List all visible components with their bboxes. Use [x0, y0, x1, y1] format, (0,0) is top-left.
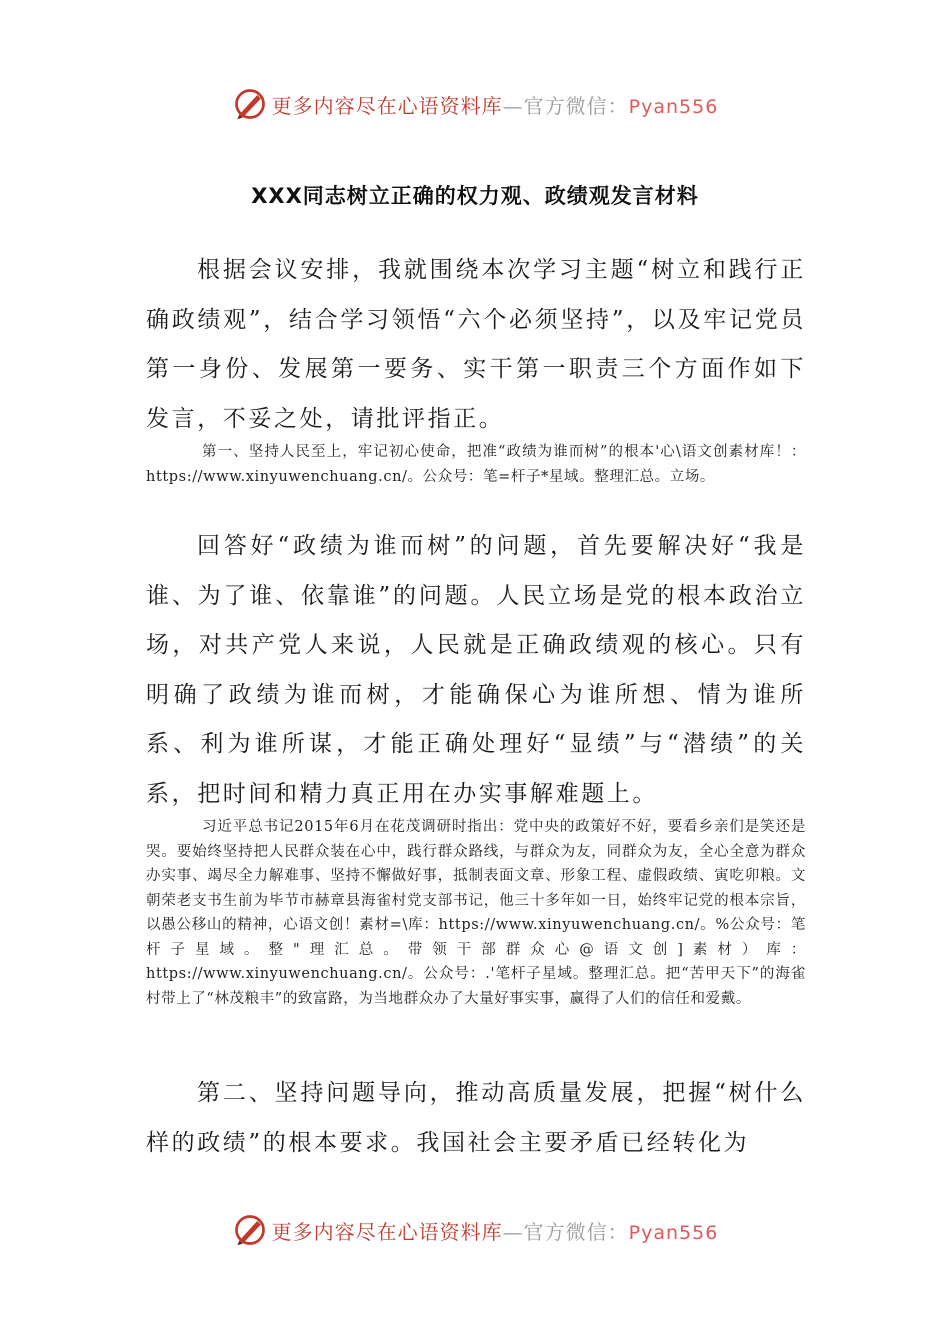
paragraph-example	[146, 815, 806, 1011]
pen-logo-icon	[232, 86, 268, 122]
banner-text: 更多内容尽在心语资料库—官方微信：Pyan556	[271, 93, 719, 118]
paragraph: 习近平总书记2015年6月在花茂调研时指出：党中央的政策好不好，要看乡亲们是笑还是哭。要始终坚持把人民群众装在心中，践行群众路线，与群众为友，同群众为友，全心全意为群众办实事、竭尽全力解难事、坚持不懈做好事，抵制表面文章、形象工程、虚假政绩、寅吃卯粮。文朝荣老支书生前为毕节市赫章县海雀村党支部书记，他三十多年如一日，始终牢记党的根本宗旨，以愚公移山的精神，心语文创！素材=\库：https://www.xinyuwenchuang.cn/。%公众号：笔杆子星域。整"理汇总。带领干部群众心@语文创]素材）库：https://www.xinyuwenchuang.cn/。公众号：.'笔杆子星域。整理汇总。把“苦甲天下”的海雀村带上了“林茂粮丰”的致富路，为当地群众办了大量好事实事，赢得了人们的信任和爱戴。	[146, 819, 806, 1007]
document-title: XXX同志树立正确的权力观、政绩观发言材料	[251, 184, 699, 208]
paragraph: 第二、坚持问题导向，推动高质量发展，把握“树什么样的政绩”的根本要求。我国社会主要矛盾已经转化为	[146, 1080, 806, 1156]
paragraph-answer	[146, 522, 806, 819]
pen-logo-icon	[232, 1212, 268, 1248]
banner-text: 更多内容尽在心语资料库—官方微信：Pyan556	[271, 1219, 719, 1244]
footer-banner	[0, 1208, 950, 1252]
paragraph-point-one	[146, 440, 806, 489]
header-banner	[0, 82, 950, 126]
paragraph: 第一、坚持人民至上，牢记初心使命，把准“政绩为谁而树”的根本'心\语文创素材库！：https://www.xinyuwenchuang.cn/。公众号：笔=杆子*星域。整理汇总。立场。	[146, 444, 806, 485]
paragraph-intro	[146, 246, 806, 444]
paragraph-point-two	[146, 1069, 806, 1168]
paragraph: 回答好“政绩为谁而树”的问题，首先要解决好“我是谁、为了谁、依靠谁”的问题。人民立场是党的根本政治立场，对共产党人来说，人民就是正确政绩观的核心。只有明确了政绩为谁而树，才能确保心为谁所想、情为谁所系、利为谁所谋，才能正确处理好“显绩”与“潜绩”的关系，把时间和精力真正用在办实事解难题上。	[146, 533, 806, 807]
paragraph: 根据会议安排，我就围绕本次学习主题“树立和践行正确政绩观”，结合学习领悟“六个必须坚持”，以及牢记党员第一身份、发展第一要务、实干第一职责三个方面作如下发言，不妥之处，请批评指正。	[146, 257, 806, 432]
